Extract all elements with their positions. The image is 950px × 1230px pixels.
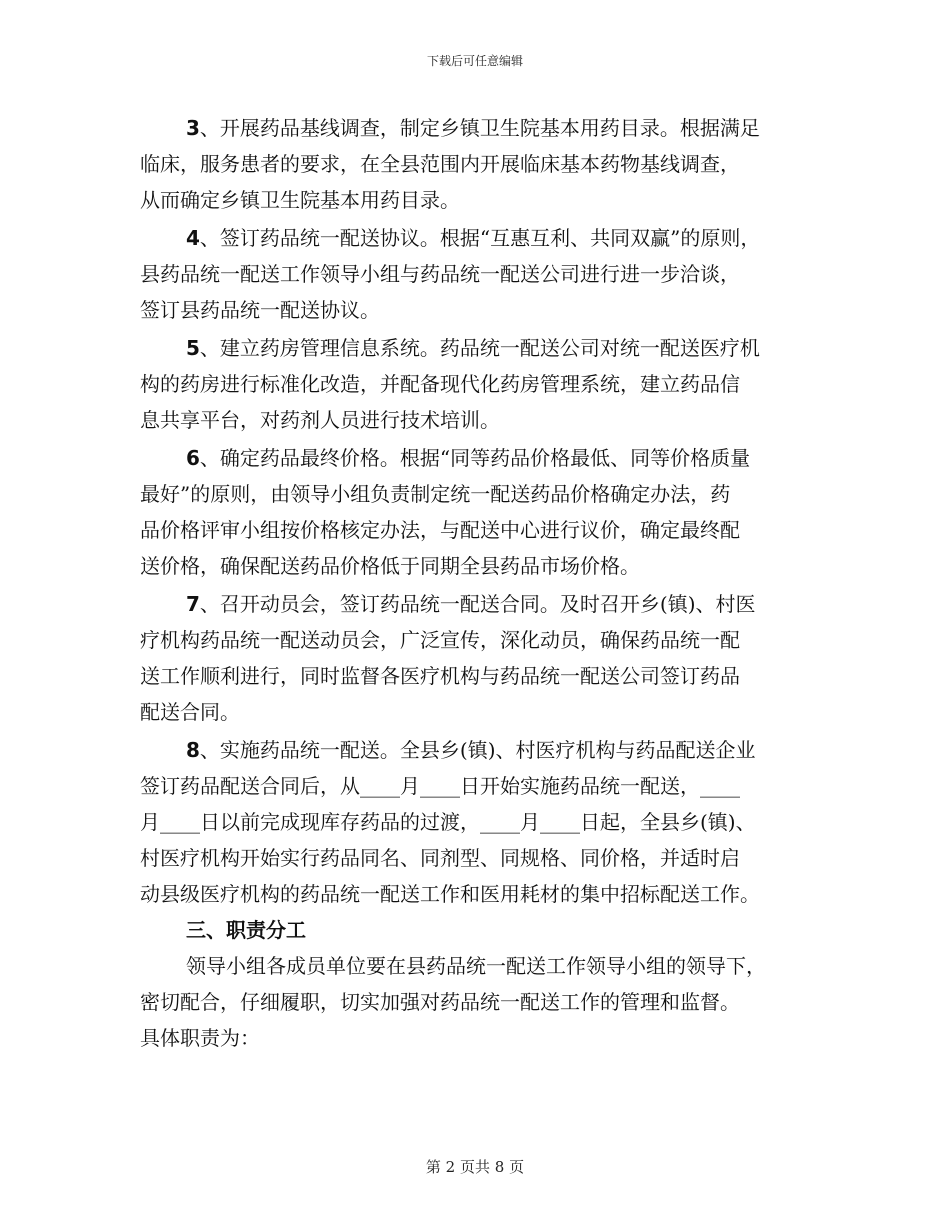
item-number: 5 <box>186 336 200 360</box>
paragraph-line: 、确定药品最终价格。根据“同等药品价格最低、同等价格质量 <box>199 446 751 470</box>
paragraph-line: 、建立药房管理信息系统。药品统一配送公司对统一配送医疗机 <box>199 336 760 360</box>
page-number-footer: 第 2 页共 8 页 <box>425 1158 525 1176</box>
paragraph-line: 领导小组各成员单位要在县药品统一配送工作领导小组的领导下， <box>186 954 766 978</box>
paragraph-item-7 <box>140 586 810 730</box>
item-number: 4 <box>186 226 200 250</box>
page-header-note: 下载后可任意编辑 <box>426 54 523 68</box>
paragraph-line: 构的药房进行标准化改造，并配备现代化药房管理系统，建立药品信 <box>140 372 740 396</box>
item-number: 7 <box>186 592 200 616</box>
paragraph-item-5 <box>140 330 810 438</box>
document-body <box>140 110 810 1056</box>
paragraph-line: 、签订药品统一配送协议。根据“互惠互利、共同双赢”的原则， <box>199 226 761 250</box>
paragraph-item-6 <box>140 440 810 584</box>
paragraph-line: 动县级医疗机构的药品统一配送工作和医用耗材的集中招标配送工作。 <box>140 882 760 906</box>
item-number: 3 <box>186 116 200 140</box>
paragraph-line: 签订药品配送合同后，从____月____日开始实施药品统一配送，____ <box>140 774 740 798</box>
paragraph-line: 从而确定乡镇卫生院基本用药目录。 <box>140 188 460 212</box>
paragraph-line: 临床，服务患者的要求，在全县范围内开展临床基本药物基线调查， <box>140 152 740 176</box>
paragraph-line: 月____日以前完成现库存药品的过渡，____月____日起，全县乡(镇)、 <box>140 810 756 834</box>
paragraph-line: 最好”的原则，由领导小组负责制定统一配送药品价格确定办法，药 <box>140 482 731 506</box>
paragraph-line: 品价格评审小组按价格核定办法，与配送中心进行议价，确定最终配 <box>140 518 740 542</box>
paragraph-item-8 <box>140 732 810 912</box>
paragraph-line: 、开展药品基线调查，制定乡镇卫生院基本用药目录。根据满足 <box>199 116 760 140</box>
paragraph-line: 县药品统一配送工作领导小组与药品统一配送公司进行进一步洽谈， <box>140 262 740 286</box>
closing-paragraph <box>140 948 810 1056</box>
paragraph-line: 配送合同。 <box>140 700 240 724</box>
paragraph-item-3 <box>140 110 810 218</box>
paragraph-line: 签订县药品统一配送协议。 <box>140 298 380 322</box>
paragraph-line: 送价格，确保配送药品价格低于同期全县药品市场价格。 <box>140 554 640 578</box>
paragraph-line: 疗机构药品统一配送动员会，广泛宣传，深化动员，确保药品统一配 <box>140 628 740 652</box>
item-number: 8 <box>186 738 200 762</box>
paragraph-line: 息共享平台，对药剂人员进行技术培训。 <box>140 408 500 432</box>
paragraph-line: 、召开动员会，签订药品统一配送合同。及时召开乡(镇)、村医 <box>199 592 756 616</box>
paragraph-line: 送工作顺利进行，同时监督各医疗机构与药品统一配送公司签订药品 <box>140 664 740 688</box>
paragraph-item-4 <box>140 220 810 328</box>
paragraph-line: 、实施药品统一配送。全县乡(镇)、村医疗机构与药品配送企业 <box>199 738 756 762</box>
item-number: 6 <box>186 446 200 470</box>
section-heading: 三、职责分工 <box>186 918 306 942</box>
paragraph-line: 具体职责为： <box>140 1026 260 1050</box>
paragraph-line: 密切配合，仔细履职，切实加强对药品统一配送工作的管理和监督。 <box>140 990 740 1014</box>
paragraph-line: 村医疗机构开始实行药品同名、同剂型、同规格、同价格，并适时启 <box>140 846 740 870</box>
